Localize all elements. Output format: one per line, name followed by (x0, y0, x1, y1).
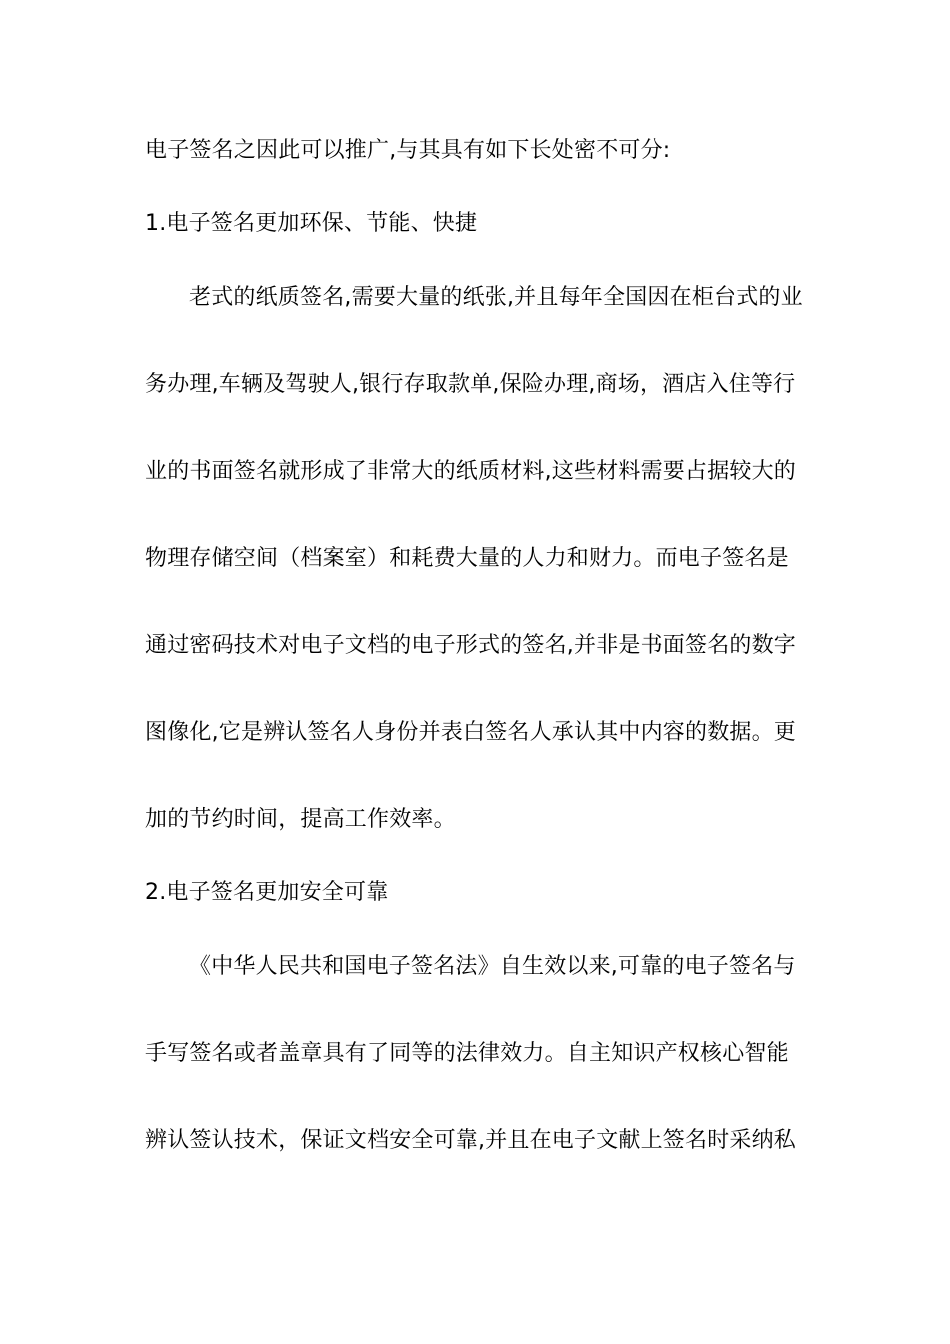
section-1-line-5: 通过密码技术对电子文档的电子形式的签名,并非是书面签名的数字 (145, 633, 796, 658)
section-1-line-1: 老式的纸质签名,需要大量的纸张,并且每年全国因在柜台式的业 (189, 285, 803, 310)
intro-paragraph: 电子签名之因此可以推广,与其具有如下长处密不可分: (145, 138, 671, 163)
section-2-line-3: 辨认签认技术，保证文档安全可靠,并且在电子文献上签名时采纳私 (145, 1128, 796, 1153)
section-1-line-2: 务办理,车辆及驾驶人,银行存取款单,保险办理,商场，酒店入住等行 (145, 372, 796, 397)
section-1-line-7: 加的节约时间，提高工作效率。 (145, 807, 456, 832)
section-2-line-1: 《中华人民共和国电子签名法》自生效以来,可靠的电子签名与 (189, 954, 796, 979)
section-1-heading: 1.电子签名更加环保、节能、快捷 (145, 211, 478, 236)
section-1-line-6: 图像化,它是辨认签名人身份并表白签名人承认其中内容的数据。更 (145, 720, 796, 745)
section-2-heading: 2.电子签名更加安全可靠 (145, 880, 389, 905)
section-1-line-4: 物理存储空间（档案室）和耗费大量的人力和财力。而电子签名是 (145, 546, 789, 571)
section-1-line-3: 业的书面签名就形成了非常大的纸质材料,这些材料需要占据较大的 (145, 459, 796, 484)
section-2-line-2: 手写签名或者盖章具有了同等的法律效力。自主知识产权核心智能 (145, 1041, 789, 1066)
